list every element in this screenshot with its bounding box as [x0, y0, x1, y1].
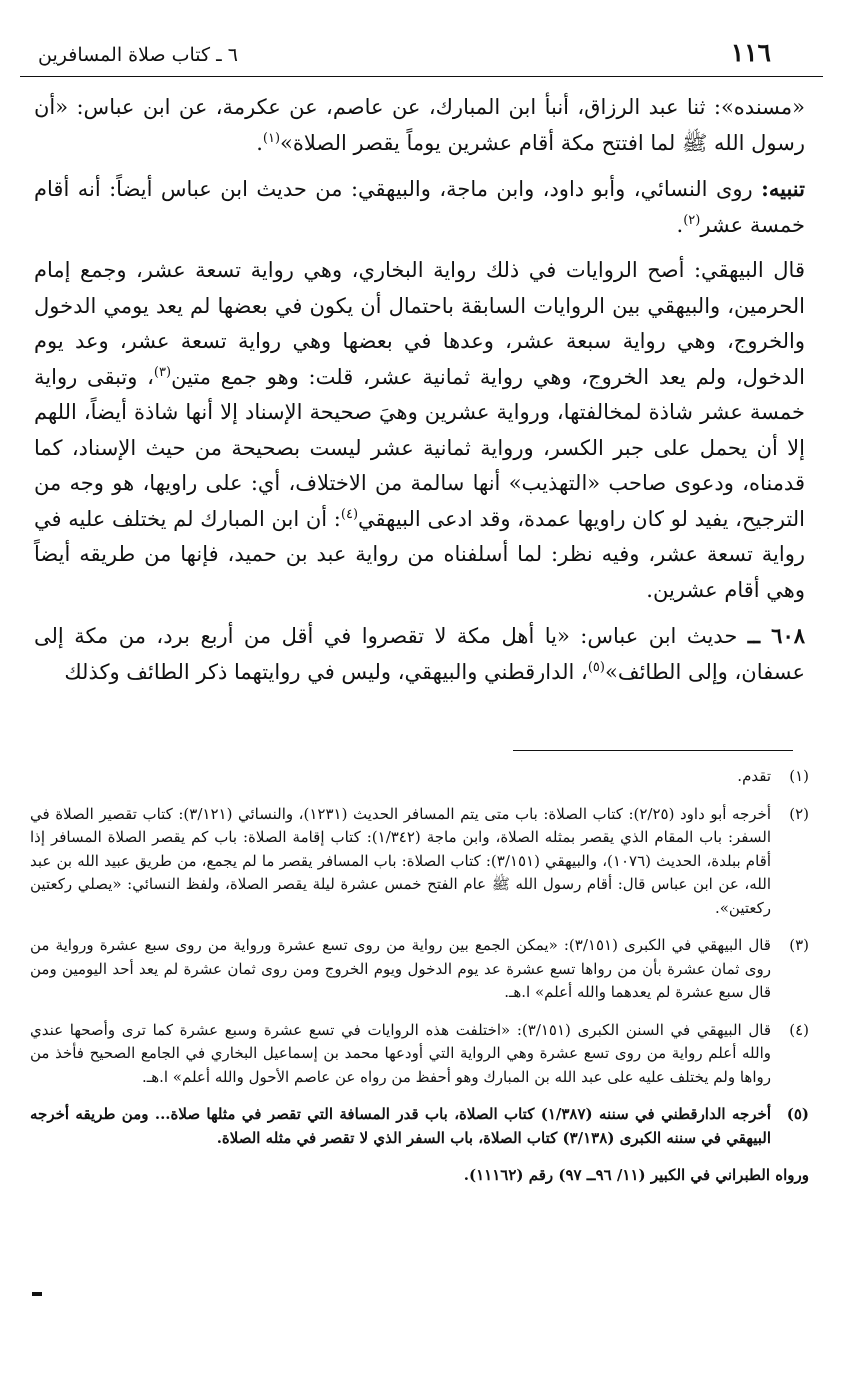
page-number: ١١٦	[730, 38, 771, 67]
footnote-text: قال البيهقي في السنن الكبرى (٣/١٥١): «اختلفت هذه الروايات في تسع عشرة وسبع عشرة كما ترى وأصحها عندي والله أعلم رواية من روى تسع عشرة وهي الرواية التي أودعها محمد بن إسماعيل البخاري في الجامع الصحيح فأخذ من رواها ولم يختلف عليه على عبد الله بن المبارك وهو أحفظ من رواه عن عاصم الأحول والله أعلم» ا.هـ.	[30, 1020, 771, 1086]
footnote-text: أخرجه الدارقطني في سننه (١/٣٨٧) كتاب الصلاة، باب قدر المسافة التي تقصر في مثلها صلاة... ومن طريقه أخرجه البيهقي في سننه الكبرى (٣/١٣٨) كتاب الصلاة، باب السفر الذي لا تقصر في مثله الصلاة.	[30, 1105, 771, 1147]
margin-mark	[32, 1292, 42, 1296]
footnote-number: (١)	[789, 767, 809, 785]
paragraph-hadith-608	[34, 618, 805, 690]
footnote-number: (٣)	[789, 936, 809, 954]
paragraph-tail: .	[256, 130, 263, 155]
footnote-text: تقدم.	[737, 767, 771, 785]
paragraph-text: قال البيهقي: أصح الروايات في ذلك رواية البخاري، وهي رواية تسعة عشر، وجمع إمام الحرمين، والبيهقي بين الروايات السابقة باحتمال أن يكون في بعضها لم يعد يومي الدخول والخروج، وهي رواية سبعة عشر، وعدها في بعضها وهي رواية تسعة عشر، وعد يوم الدخول، ولم يعد الخروج، وهي رواية ثمانية عشر، قلت: وهو جمع متين	[34, 258, 805, 389]
footnote-2	[30, 803, 809, 921]
hadith-number: ٦٠٨ ــ	[747, 623, 806, 648]
paragraph-text: ، الدارقطني والبيهقي، وليس في روايتهما ذكر الطائف وكذلك	[64, 659, 588, 684]
footnote-ref[interactable]: (٤)	[340, 506, 359, 522]
footnote-4	[30, 1019, 809, 1090]
paragraph-text: «مسنده»: ثنا عبد الرزاق، أنبأ ابن المبارك، عن عاصم، عن عكرمة، عن ابن عباس: «أن رسول الله ﷺ لما افتتح مكة أقام عشرين يوماً يقصر الصلاة»	[34, 95, 805, 155]
paragraph-musnad	[34, 90, 805, 161]
running-title: ٦ ـ كتاب صلاة المسافرين	[38, 44, 238, 66]
footnote-number: (٢)	[789, 804, 809, 823]
paragraph-text: ، وتبقى رواية خمسة عشر شاذة لمخالفتها، ورواية عشرين وهيَ صحيحة الإسناد إلا أنها شاذة أيضاً، اللهم إلا أن يحمل على جبر الكسر، ورواية ثمانية عشر ليست بصحيحة من حيث الإسناد، كما قدمناه، ودعوى صاحب «التهذيب» أنها سالمة من الاختلاف، أي: على راويها، هو وجه من الترجيح، يفيد لو كان راويها عمدة، وقد ادعى البيهقي	[34, 364, 805, 531]
paragraph-bayhaqi	[34, 253, 805, 608]
note-lead: تنبيه:	[761, 176, 805, 201]
footnote-5	[30, 1103, 809, 1150]
footnote-text: قال البيهقي في الكبرى (٣/١٥١): «يمكن الجمع بين رواية من روى تسع عشرة ورواية من روى سبع عشرة ورواية من روى ثمان عشرة بأن من رواها تسع عشرة عد يوم الدخول ويوم الخروج ومن روى ثمان عشرة لم يعد أحد اليومين ومن قال سبع عشرة لم يعدهما والله أعلم» ا.هـ.	[30, 936, 771, 1001]
footnote-number: (٤)	[789, 1020, 809, 1039]
main-text	[34, 90, 805, 698]
paragraph-text: روى النسائي، وأبو داود، وابن ماجة، والبيهقي: من حديث ابن عباس أيضاً: أنه أقام خمسة عشر	[34, 177, 805, 237]
page-header	[20, 36, 823, 77]
footnote-addendum: ورواه الطبراني في الكبير (١١/ ٩٦ــ ٩٧) رقم (١١١٦٢).	[463, 1166, 809, 1184]
footnote-text: أخرجه أبو داود (٢/٢٥): كتاب الصلاة: باب متى يتم المسافر الحديث (١٢٣١)، والنسائي (٣/١٢١): كتاب تقصير الصلاة في السفر: باب المقام الذي يقصر بمثله الصلاة، وابن ماجة (١/٣٤٢): كتاب إقامة الصلاة: باب كم يقصر الصلاة المسافر إذا أقام ببلدة، الحديث (١٠٧٦)، والبيهقي (٣/١٥١): كتاب الصلاة: باب المسافر يقصر ما لم يجمع، من طريق عبيد الله بن عبد الله، عن ابن عباس قال: أقام رسول الله ﷺ عام الفتح خمس عشرة ليلة يقصر الصلاة، ولفظ النسائي: «يصلي ركعتين ركعتين».	[30, 804, 772, 917]
footnote-ref[interactable]: (٣)	[153, 364, 172, 380]
paragraph-tanbih	[34, 171, 805, 243]
paragraph-text: حديث ابن عباس: «يا أهل مكة لا تقصروا في أقل من أربع برد، من مكة إلى عسفان، وإلى الطائف»	[34, 624, 805, 684]
footnotes	[30, 765, 809, 1202]
footnote-separator	[513, 750, 793, 751]
footnote-1	[30, 765, 809, 789]
footnote-number: (٥)	[786, 1105, 809, 1123]
footnote-ref[interactable]: (٢)	[683, 212, 701, 228]
paragraph-text: : أن ابن المبارك لم يختلف عليه في رواية تسعة عشر، وفيه نظر: لما أسلفناه من رواية عبد بن حميد، فإنها من طريقه أيضاً وهي أقام عشرين.	[34, 506, 805, 602]
footnote-3	[30, 934, 809, 1005]
footnote-ref[interactable]: (٥)	[587, 659, 605, 675]
paragraph-tail: .	[676, 212, 684, 237]
footnote-ref[interactable]: (١)	[262, 130, 281, 146]
